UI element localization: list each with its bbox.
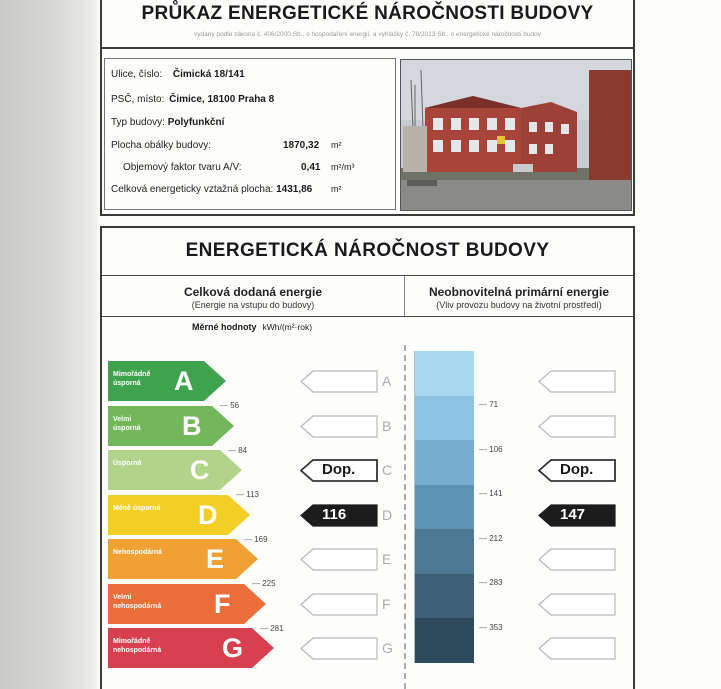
primary-boundary: — 141 bbox=[479, 489, 503, 498]
street-value: Čimická 18/141 bbox=[172, 69, 245, 80]
class-letter-c: C bbox=[190, 455, 210, 485]
primary-bar-e bbox=[414, 529, 474, 574]
class-arrow-f bbox=[108, 584, 266, 624]
primary-indicator-b bbox=[538, 415, 616, 438]
factor-value: 0,41 bbox=[301, 162, 321, 173]
scan-shadow bbox=[0, 0, 98, 689]
title-divider bbox=[102, 47, 633, 49]
ghost-letter-b: B bbox=[382, 417, 392, 434]
primary-indicator-a bbox=[538, 370, 616, 393]
primary-energy-header: Neobnovitelná primární energie (Vliv provozu budovy na životní prostředí) bbox=[428, 285, 610, 310]
delivered-indicator-f bbox=[300, 593, 378, 616]
ghost-letter-a: A bbox=[382, 373, 392, 389]
class-letter-a: A bbox=[174, 366, 194, 396]
primary-indicator-d bbox=[538, 504, 616, 527]
class-letter-e: E bbox=[206, 544, 225, 574]
primary-indicator-f bbox=[538, 593, 616, 616]
delivered-energy-header: Celková dodaná energie (Energie na vstupu do budovy) bbox=[183, 285, 323, 310]
ghost-letter-d: D bbox=[382, 506, 393, 523]
area-value: 1431,86 bbox=[276, 184, 313, 195]
delivered-indicator-d bbox=[300, 504, 378, 527]
class-label-c bbox=[113, 459, 141, 468]
section-title: ENERGETICKÁ NÁROČNOST BUDOVY bbox=[185, 240, 550, 261]
delivered-boundary: — 84 bbox=[228, 446, 247, 455]
column-headers bbox=[102, 275, 633, 317]
ghost-letter-g: G bbox=[382, 640, 393, 656]
class-letter-d: D bbox=[198, 499, 218, 530]
delivered-boundary: — 225 bbox=[252, 579, 276, 588]
class-arrow-a bbox=[108, 361, 226, 401]
primary-bar-a bbox=[414, 351, 474, 396]
class-label-d bbox=[113, 504, 160, 513]
class-label-line: Velmi bbox=[113, 593, 132, 601]
delivered-recommended-label: Dop. bbox=[322, 461, 356, 478]
delivered-boundary: — 56 bbox=[220, 401, 239, 410]
ghost-letter-c: C bbox=[382, 462, 393, 478]
class-label-line: Méně úsporná bbox=[113, 504, 161, 512]
delivered-boundary: — 113 bbox=[236, 490, 259, 499]
class-label-line: Úsporná bbox=[113, 460, 142, 467]
class-label-line: nehospodárná bbox=[113, 602, 162, 610]
delivered-indicator-c bbox=[300, 459, 378, 482]
class-label-line: nehospodárná bbox=[113, 647, 162, 654]
document-subtitle: vydaný podle zákona č. 406/2000 Sb., o hospodaření energií, a vyhlášky č. 78/2013 Sb., o energetické náročnosti budov bbox=[194, 31, 541, 38]
factor-row: Objemový faktor tvaru A/V: 0,41 m²/m³ bbox=[123, 162, 355, 173]
city-value: Čimice, 18100 Praha 8 bbox=[169, 94, 275, 105]
city-row: PSČ, místo: Čimice, 18100 Praha 8 bbox=[111, 94, 275, 105]
class-letter-b: B bbox=[182, 410, 202, 441]
class-arrow-e bbox=[108, 539, 258, 579]
class-arrow-d bbox=[108, 495, 250, 535]
primary-boundary: — 212 bbox=[479, 534, 503, 543]
building-details bbox=[104, 58, 396, 210]
street-row: Ulice, číslo: Čimická 18/141 bbox=[111, 69, 245, 80]
class-label-line: Nehospodárná bbox=[113, 549, 163, 556]
building-info-panel bbox=[100, 0, 635, 216]
primary-boundary: — 71 bbox=[479, 400, 498, 409]
primary-indicator-e bbox=[538, 548, 616, 571]
class-label-f bbox=[113, 593, 161, 611]
primary-bar-b bbox=[414, 396, 474, 441]
ghost-letter-e: E bbox=[382, 551, 392, 567]
primary-energy-value: 147 bbox=[560, 505, 586, 523]
class-arrow-c bbox=[108, 450, 242, 490]
area-row: Celková energeticky vztažná plocha: 1431,86 m² bbox=[111, 184, 342, 195]
primary-recommended-label: Dop. bbox=[560, 461, 594, 478]
type-row: Typ budovy: Polyfunkční bbox=[111, 117, 225, 128]
delivered-boundary: — 281 bbox=[260, 624, 284, 633]
type-value: Polyfunkční bbox=[167, 117, 225, 128]
class-arrow-b bbox=[108, 406, 234, 446]
class-label-line: úsporná bbox=[113, 424, 141, 432]
delivered-indicator-g bbox=[300, 637, 378, 660]
energy-performance-panel bbox=[100, 226, 635, 689]
column-divider bbox=[404, 345, 406, 689]
document-title: PRŮKAZ ENERGETICKÉ NÁROČNOSTI BUDOVY bbox=[141, 3, 594, 24]
class-label-line: Mimořádně bbox=[113, 638, 151, 645]
envelope-value: 1870,32 bbox=[283, 140, 320, 151]
primary-bar-f bbox=[414, 574, 474, 619]
class-label-line: Mimořádně bbox=[113, 371, 151, 378]
delivered-indicator-e bbox=[300, 548, 378, 571]
building-photo bbox=[400, 59, 632, 211]
units-label: Měrné hodnoty kWh/(m²·rok) bbox=[191, 322, 313, 332]
primary-bar-c bbox=[414, 440, 474, 485]
class-label-e bbox=[113, 548, 162, 557]
envelope-row: Plocha obálky budovy: 1870,32 m² bbox=[111, 140, 342, 151]
primary-boundary: — 353 bbox=[479, 623, 503, 632]
primary-boundary: — 283 bbox=[479, 578, 503, 587]
class-label-b bbox=[113, 415, 141, 433]
primary-indicator-g bbox=[538, 637, 616, 660]
primary-indicator-c bbox=[538, 459, 616, 482]
class-arrow-g bbox=[108, 628, 274, 668]
primary-bar-d bbox=[414, 485, 474, 530]
ghost-letter-f: F bbox=[382, 595, 391, 612]
delivered-indicator-a bbox=[300, 370, 378, 393]
class-label-g bbox=[113, 637, 161, 655]
primary-boundary: — 106 bbox=[479, 445, 503, 454]
class-letter-g: G bbox=[222, 633, 244, 663]
primary-bar-g bbox=[414, 618, 474, 663]
class-letter-f: F bbox=[214, 588, 231, 619]
delivered-boundary: — 169 bbox=[244, 535, 268, 544]
class-label-line: úsporná bbox=[113, 380, 141, 387]
class-label-line: Velmi bbox=[113, 415, 132, 423]
class-label-a bbox=[113, 370, 150, 388]
delivered-indicator-b bbox=[300, 415, 378, 438]
delivered-energy-value: 116 bbox=[322, 505, 347, 523]
